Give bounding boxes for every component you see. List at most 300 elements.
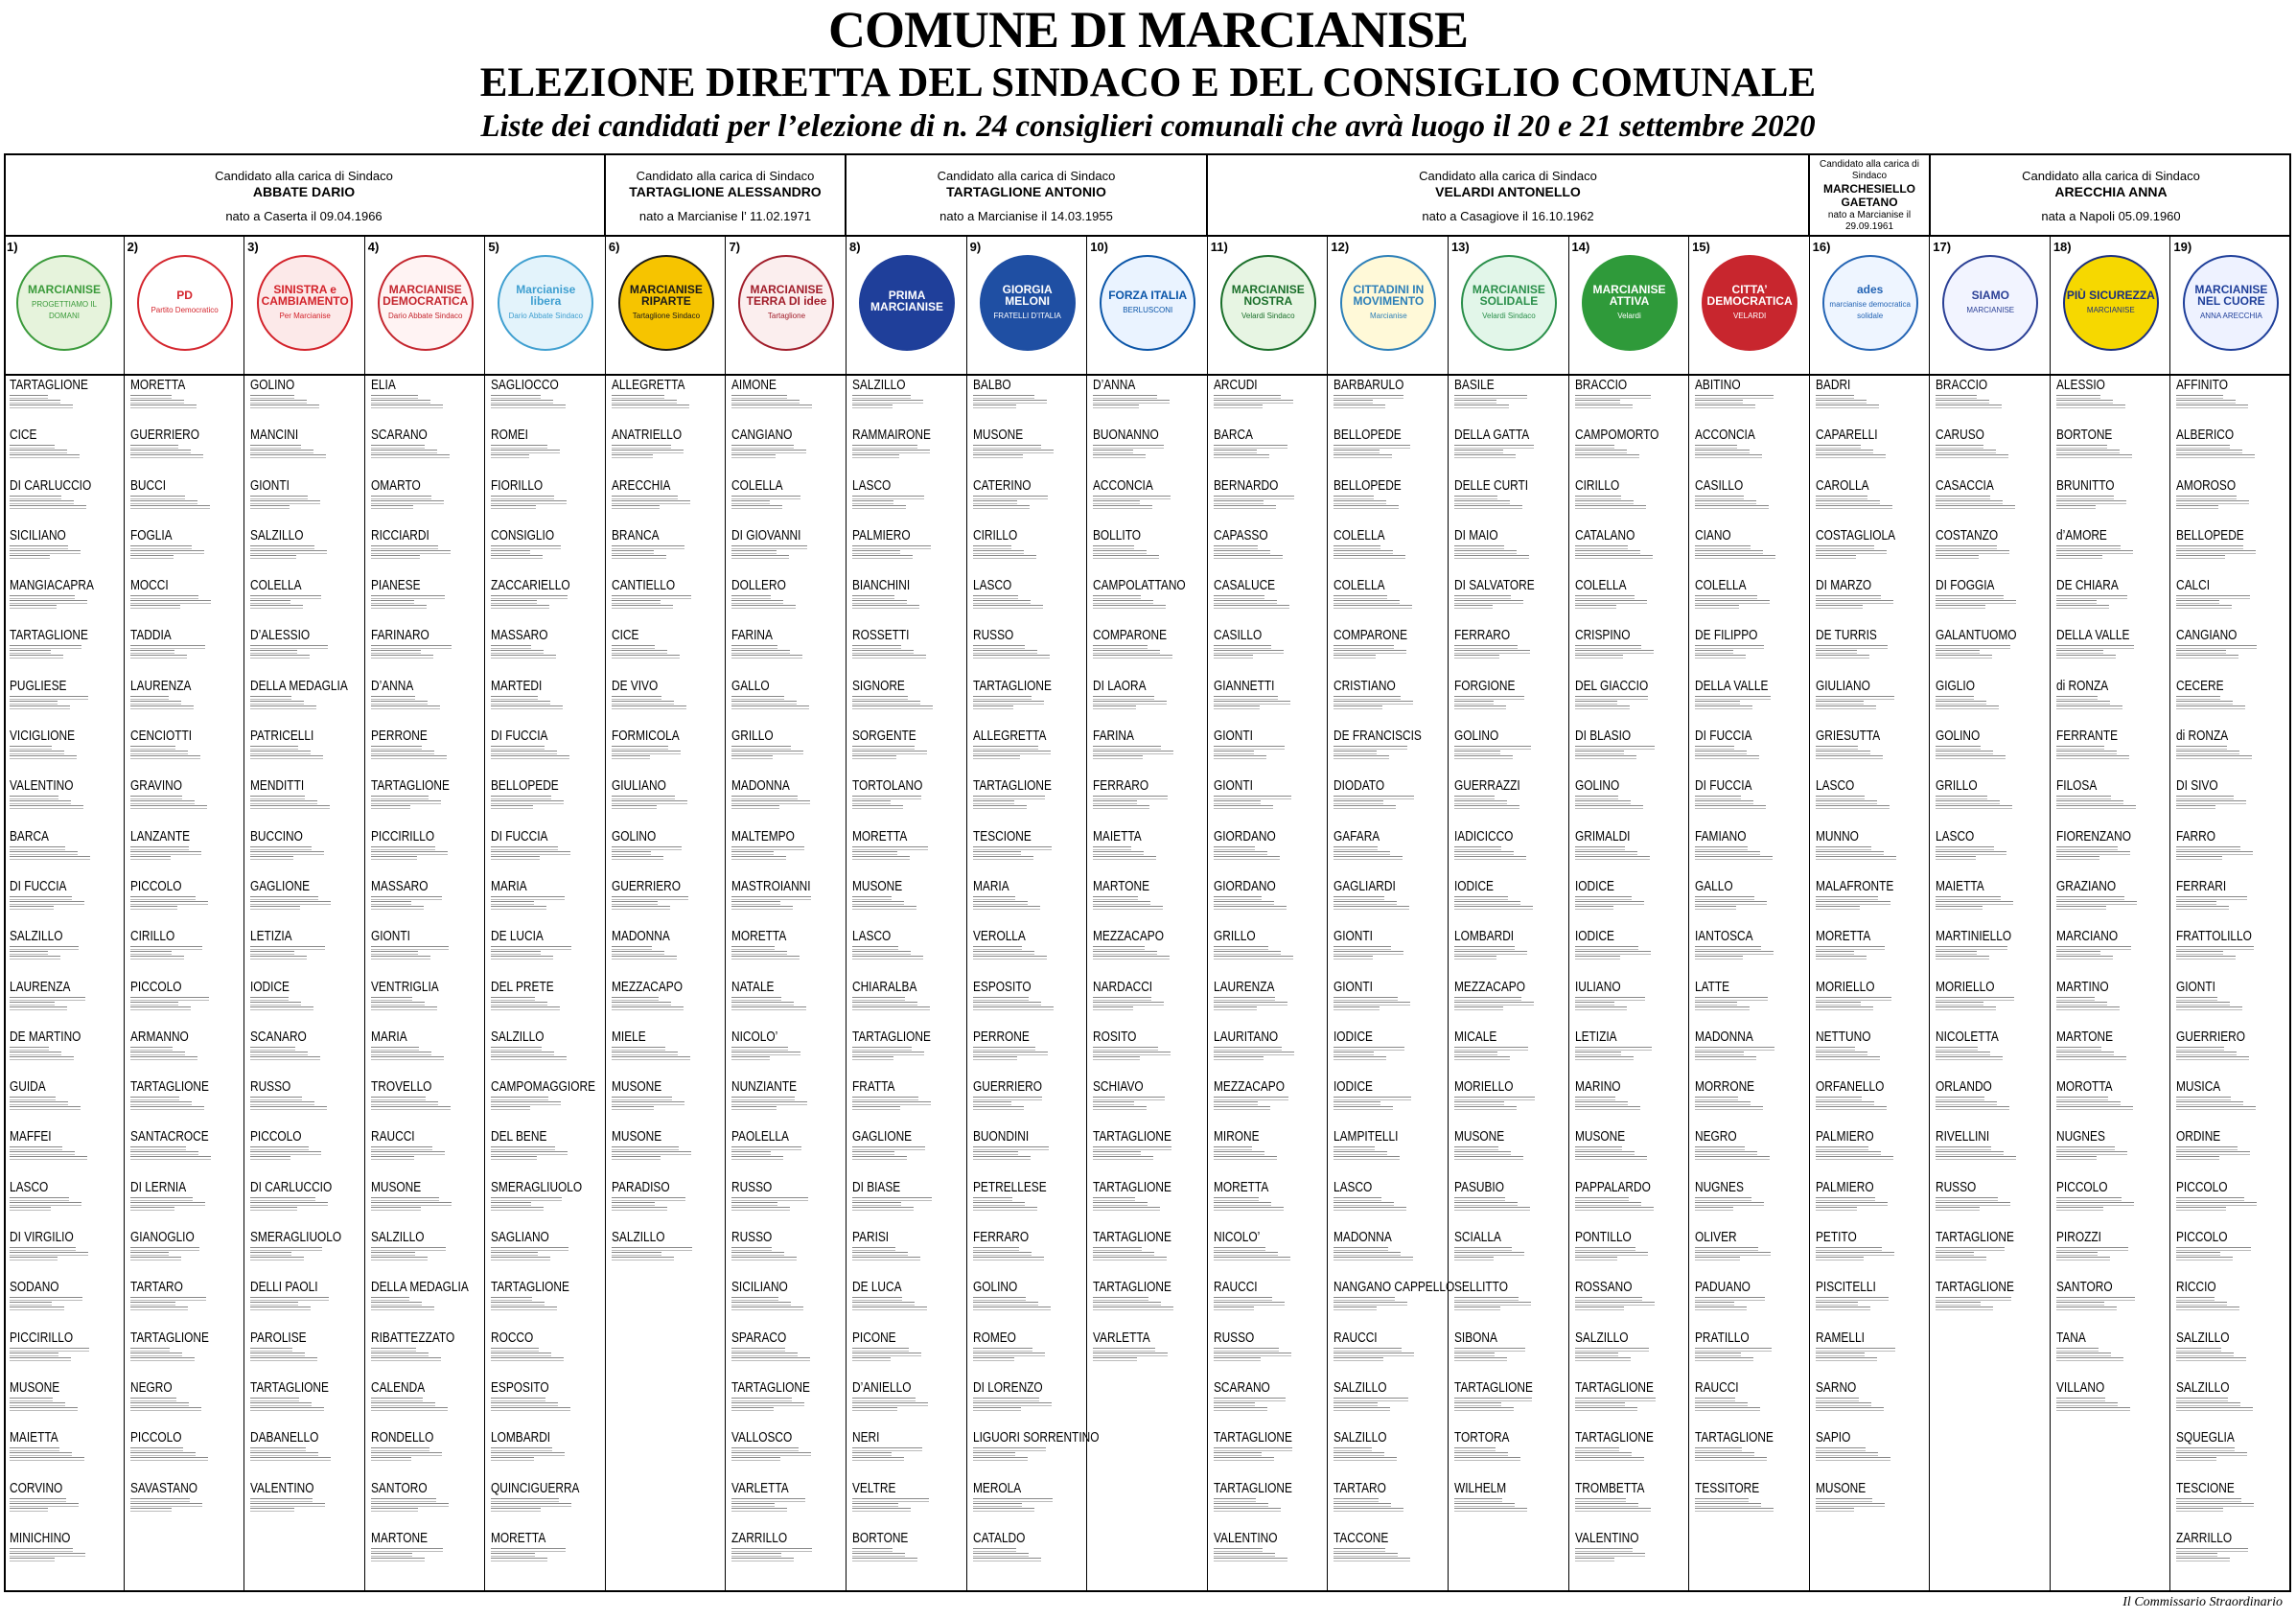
candidate-surname: BADRI: [1815, 378, 1851, 393]
candidate-detail-line: [1454, 1457, 1520, 1461]
candidate-detail-line: [2056, 956, 2113, 960]
candidate-surname: DI FUCCIA: [1695, 778, 1752, 795]
candidate-detail-line: [491, 1056, 567, 1060]
candidate-entry: [250, 980, 362, 1029]
candidate-detail-line: [1454, 454, 1516, 458]
candidate-entry: [973, 1230, 1085, 1280]
candidate-surname: MEZZACAPO: [1213, 1079, 1285, 1096]
candidate-detail-line: [852, 805, 903, 809]
candidate-entry: [1695, 428, 1807, 477]
logo-subtext: VELARDI: [1732, 312, 1767, 320]
candidate-detail-line: [1093, 851, 1144, 855]
candidate-detail-line: [852, 1353, 921, 1356]
candidate-detail-line: [491, 1151, 568, 1155]
candidate-detail-line: [491, 1498, 559, 1502]
candidate-entry: [250, 1129, 362, 1179]
candidate-detail-line: [491, 805, 533, 809]
candidate-entry: [491, 1029, 603, 1079]
candidate-surname: MORETTA: [1213, 1179, 1269, 1195]
candidate-surname: di RONZA: [2176, 729, 2229, 745]
candidate-detail-line: [1695, 450, 1750, 453]
candidate-detail-line: [1575, 846, 1625, 850]
candidate-detail-line: [852, 746, 915, 750]
candidate-detail-line: [130, 600, 211, 604]
candidate-surname: MORIELLO: [1815, 979, 1875, 995]
candidate-entry: [2176, 1430, 2289, 1480]
candidate-entry: [1936, 879, 2048, 929]
candidate-detail-line: [1214, 851, 1267, 855]
candidate-detail-line: [973, 805, 1027, 809]
candidate-detail-line: [250, 851, 324, 855]
candidate-detail-line: [1214, 1056, 1264, 1060]
candidate-detail-line: [612, 1002, 671, 1006]
candidate-detail-line: [1816, 450, 1873, 453]
candidate-surname: SELLITTO: [1453, 1280, 1508, 1296]
mayor-label: Candidato alla carica di Sindaco: [215, 169, 393, 183]
candidate-detail-line: [10, 946, 79, 950]
candidate-detail-line: [2176, 751, 2239, 754]
logo-subtext: Velardi Sindaco: [1482, 312, 1536, 320]
candidate-detail-line: [1093, 500, 1140, 504]
candidate-detail-line: [612, 1257, 674, 1261]
candidate-detail-line: [2176, 1002, 2230, 1006]
candidate-detail-line: [1816, 1307, 1870, 1310]
candidate-surname: GOLINO: [1936, 729, 1981, 745]
candidate-detail-line: [1575, 595, 1635, 599]
candidate-detail-line: [1695, 1097, 1738, 1100]
candidate-list: [371, 378, 483, 1581]
candidate-detail-line: [2176, 395, 2223, 399]
candidate-surname: GUIDA: [10, 1079, 46, 1096]
candidate-entry: [1816, 1129, 1928, 1179]
candidate-detail-line: [130, 696, 169, 700]
candidate-detail-line: [491, 1002, 547, 1006]
candidate-detail-line: [491, 1302, 545, 1306]
candidate-surname: GIORDANO: [1213, 828, 1276, 844]
candidate-detail-line: [1093, 1056, 1140, 1060]
candidate-detail-line: [1334, 1457, 1397, 1461]
candidate-detail-line: [973, 896, 1015, 900]
candidate-detail-line: [1936, 696, 1974, 700]
candidate-detail-line: [1575, 445, 1614, 449]
candidate-detail-line: [130, 705, 194, 709]
candidate-detail-line: [10, 1097, 56, 1100]
candidate-surname: VALENTINO: [1213, 1530, 1278, 1546]
candidate-surname: GOLINO: [611, 828, 657, 844]
candidate-detail-line: [371, 856, 417, 860]
candidate-entry: [1454, 1029, 1566, 1079]
candidate-detail-line: [2176, 1398, 2228, 1401]
candidate-surname: TESCIONE: [2176, 1480, 2236, 1496]
candidate-entry: [10, 628, 122, 678]
candidate-detail-line: [612, 555, 666, 559]
candidate-surname: RAUCCI: [1213, 1280, 1258, 1296]
candidate-detail-line: [731, 550, 777, 554]
candidate-detail-line: [731, 645, 777, 649]
candidate-surname: MUSONE: [972, 428, 1023, 444]
candidate-entry: [1093, 1330, 1205, 1380]
candidate-detail-line: [612, 1047, 665, 1051]
candidate-detail-line: [1454, 1398, 1532, 1401]
candidate-detail-line: [1816, 550, 1887, 554]
candidate-detail-line: [612, 1006, 684, 1010]
candidate-entry: [371, 1079, 483, 1129]
candidate-entry: [1334, 1280, 1455, 1330]
candidate-detail-line: [10, 454, 80, 458]
candidate-detail-line: [2056, 650, 2103, 654]
candidate-detail-line: [1093, 1101, 1134, 1105]
candidate-detail-line: [1093, 450, 1133, 453]
candidate-surname: GIONTI: [1334, 979, 1374, 995]
candidate-detail-line: [612, 1106, 654, 1110]
candidate-detail-line: [1454, 1247, 1512, 1251]
candidate-detail-line: [852, 645, 901, 649]
candidate-entry: [852, 478, 964, 528]
candidate-list: [1454, 378, 1566, 1581]
candidate-detail-line: [1695, 846, 1748, 850]
candidate-detail-line: [10, 1457, 84, 1461]
candidate-surname: RICCIO: [2176, 1280, 2217, 1296]
candidate-detail-line: [130, 1407, 201, 1411]
candidate-detail-line: [1575, 1498, 1626, 1502]
candidate-detail-line: [2056, 805, 2136, 809]
candidate-detail-line: [852, 1503, 898, 1507]
candidate-detail-line: [973, 1146, 1049, 1150]
candidate-detail-line: [130, 1056, 197, 1060]
candidate-detail-line: [250, 1348, 292, 1352]
candidate-entry: [130, 1029, 243, 1079]
candidate-detail-line: [10, 751, 64, 754]
candidate-entry: [491, 1180, 603, 1230]
candidate-surname: ALBERICO: [2176, 428, 2235, 444]
candidate-list: [2056, 378, 2168, 1581]
candidate-detail-line: [852, 550, 900, 554]
candidate-entry: [1816, 1380, 1928, 1430]
candidate-detail-line: [973, 1097, 1042, 1100]
candidate-surname: AMOROSO: [2176, 477, 2237, 494]
logo-subtext: Tartaglione: [767, 312, 806, 320]
candidate-detail-line: [491, 1503, 571, 1507]
candidate-surname: LASCO: [1334, 1179, 1373, 1195]
candidate-entry: [130, 679, 243, 729]
candidate-detail-line: [731, 1503, 775, 1507]
candidate-detail-line: [1093, 1097, 1165, 1100]
candidate-detail-line: [852, 1002, 917, 1006]
candidate-detail-line: [491, 796, 551, 799]
candidate-detail-line: [973, 1297, 1026, 1301]
candidate-surname: DEL PRETE: [491, 979, 554, 995]
candidate-detail-line: [1695, 951, 1774, 955]
candidate-surname: LAMPITELLI: [1334, 1129, 1399, 1145]
candidate-detail-line: [10, 595, 75, 599]
candidate-surname: TACCONE: [1334, 1530, 1389, 1546]
candidate-entry: [2176, 628, 2289, 678]
candidate-detail-line: [1334, 405, 1385, 408]
candidate-entry: [1936, 778, 2048, 828]
candidate-detail-line: [1575, 946, 1638, 950]
candidate-surname: SANTORO: [370, 1480, 428, 1496]
candidate-entry: [371, 478, 483, 528]
candidate-entry: [1575, 729, 1687, 778]
list-logo-icon: [1100, 255, 1195, 351]
candidate-surname: GIONTI: [1334, 929, 1374, 945]
candidate-detail-line: [1936, 1047, 1978, 1051]
candidate-detail-line: [130, 645, 205, 649]
candidate-detail-line: [2056, 1056, 2126, 1060]
candidate-entry: [973, 929, 1085, 979]
candidate-detail-line: [1816, 1156, 1893, 1160]
candidate-entry: [2176, 578, 2289, 628]
candidate-detail-line: [10, 896, 72, 900]
candidate-entry: [1334, 1380, 1446, 1430]
candidate-detail-line: [731, 1146, 801, 1150]
candidate-detail-line: [250, 1207, 297, 1211]
candidate-entry: [1214, 528, 1326, 578]
candidate-surname: LOMBARDI: [491, 1430, 551, 1446]
candidate-surname: TARTAGLIONE: [972, 778, 1052, 795]
candidate-detail-line: [1695, 1302, 1734, 1306]
candidate-detail-line: [1695, 1006, 1750, 1010]
candidate-detail-line: [612, 655, 680, 659]
candidate-detail-line: [852, 997, 905, 1001]
candidate-detail-line: [1214, 550, 1270, 554]
candidate-detail-line: [250, 1156, 290, 1160]
candidate-entry: [1214, 478, 1326, 528]
logo-text: MARCIANISE DEMOCRATICA: [383, 283, 469, 308]
candidate-detail-line: [1214, 1252, 1278, 1256]
candidate-entry: [731, 929, 844, 979]
candidate-detail-line: [250, 746, 298, 750]
candidate-entry: [1936, 428, 2048, 477]
candidate-detail-line: [1816, 1302, 1858, 1306]
candidate-detail-line: [1816, 1002, 1861, 1006]
candidate-detail-line: [1093, 796, 1168, 799]
candidate-detail-line: [1093, 505, 1152, 509]
candidate-surname: CIANO: [1695, 527, 1731, 544]
candidate-surname: PICONE: [852, 1330, 896, 1346]
candidate-detail-line: [130, 500, 197, 504]
candidate-detail-line: [371, 1553, 412, 1557]
candidate-surname: PICCOLO: [2176, 1230, 2228, 1246]
candidate-detail-line: [1454, 800, 1507, 804]
candidate-detail-line: [1695, 997, 1768, 1001]
candidate-detail-line: [731, 454, 776, 458]
candidate-detail-line: [973, 645, 1025, 649]
candidate-detail-line: [1695, 1402, 1748, 1406]
candidate-detail-line: [1695, 796, 1741, 799]
candidate-entry: [130, 528, 243, 578]
candidate-detail-line: [491, 746, 545, 750]
candidate-surname: MARTONE: [370, 1530, 428, 1546]
candidate-entry: [250, 378, 362, 428]
candidate-surname: DELLA MEDAGLIA: [370, 1280, 469, 1296]
candidate-entry: [2176, 929, 2289, 979]
candidate-entry: [491, 1330, 603, 1380]
logo-text: MARCIANISE NOSTRA: [1231, 283, 1305, 308]
candidate-surname: SARNO: [1815, 1379, 1856, 1396]
candidate-detail-line: [10, 655, 63, 659]
candidate-detail-line: [1093, 1302, 1161, 1306]
candidate-detail-line: [973, 956, 1047, 960]
candidate-detail-line: [130, 405, 197, 408]
candidate-detail-line: [852, 1548, 893, 1552]
candidate-surname: FORGIONE: [1453, 678, 1516, 694]
candidate-detail-line: [1334, 1553, 1398, 1557]
candidate-surname: SIBONA: [1453, 1330, 1497, 1346]
candidate-detail-line: [731, 1207, 790, 1211]
candidate-detail-line: [1575, 1407, 1637, 1411]
candidate-entry: [10, 478, 122, 528]
candidate-entry: [731, 729, 844, 778]
candidate-detail-line: [852, 796, 921, 799]
candidate-entry: [130, 1280, 243, 1330]
candidate-detail-line: [2056, 450, 2120, 453]
candidate-detail-line: [1334, 1302, 1407, 1306]
candidate-surname: CRISPINO: [1574, 628, 1630, 644]
candidate-entry: [130, 1079, 243, 1129]
candidate-detail-line: [1093, 545, 1134, 549]
candidate-detail-line: [1575, 400, 1620, 404]
candidate-detail-line: [612, 650, 667, 654]
candidate-detail-line: [973, 395, 1034, 399]
candidate-detail-line: [2176, 755, 2252, 759]
candidate-entry: [1936, 929, 2048, 979]
candidate-detail-line: [731, 1307, 803, 1310]
candidate-detail-line: [491, 605, 549, 609]
candidate-detail-line: [1093, 805, 1149, 809]
candidate-detail-line: [731, 1197, 808, 1201]
candidate-entry: [1575, 1481, 1687, 1531]
candidate-detail-line: [491, 705, 563, 709]
candidate-entry: [731, 829, 844, 879]
candidate-detail-line: [250, 500, 320, 504]
candidate-surname: MUSONE: [611, 1079, 662, 1096]
candidate-entry: [1454, 980, 1566, 1029]
candidate-detail-line: [1816, 1407, 1884, 1411]
candidate-detail-line: [1093, 1297, 1148, 1301]
candidate-surname: DELLA GATTA: [1453, 428, 1530, 444]
candidate-entry: [1936, 1531, 2048, 1581]
candidate-list: [1695, 378, 1807, 1581]
candidate-entry: [1936, 578, 2048, 628]
candidate-entry: [731, 679, 844, 729]
candidate-list: [10, 378, 122, 1581]
candidate-detail-line: [1936, 1252, 1974, 1256]
candidate-detail-line: [1575, 1447, 1619, 1451]
candidate-detail-line: [10, 1498, 66, 1502]
candidate-surname: MUSONE: [1815, 1480, 1866, 1496]
candidate-entry: [1936, 1180, 2048, 1230]
candidate-surname: GIANNETTI: [1213, 678, 1275, 694]
candidate-surname: FILOSA: [2055, 778, 2098, 795]
candidate-entry: [1334, 528, 1446, 578]
candidate-detail-line: [1093, 846, 1131, 850]
candidate-detail-line: [1334, 395, 1403, 399]
candidate-detail-line: [2056, 946, 2131, 950]
logo-text: MARCIANISE TERRA DI idee: [746, 283, 827, 308]
candidate-surname: MADONNA: [611, 929, 670, 945]
candidate-detail-line: [973, 1447, 1046, 1451]
candidate-detail-line: [2176, 800, 2246, 804]
candidate-entry: [491, 528, 603, 578]
candidate-detail-line: [612, 600, 661, 604]
candidate-surname: IODICE: [1453, 878, 1494, 894]
candidate-entry: [1816, 729, 1928, 778]
candidate-detail-line: [973, 555, 1036, 559]
list-logo-icon: [618, 255, 714, 351]
candidate-detail-line: [1575, 605, 1616, 609]
candidate-detail-line: [10, 1503, 79, 1507]
candidate-detail-line: [1214, 1151, 1264, 1155]
candidate-detail-line: [491, 856, 540, 860]
candidate-entry: [2056, 428, 2168, 477]
candidate-detail-line: [1214, 1106, 1270, 1110]
candidate-detail-line: [1214, 896, 1262, 900]
candidate-detail-line: [1695, 405, 1755, 408]
candidate-detail-line: [731, 1052, 800, 1055]
candidate-detail-line: [1575, 1056, 1634, 1060]
candidate-surname: DI SALVATORE: [1453, 578, 1535, 594]
candidate-entry: [1093, 528, 1205, 578]
candidate-detail-line: [130, 1052, 185, 1055]
candidate-detail-line: [1575, 1202, 1641, 1206]
candidate-surname: GUERRIERO: [129, 428, 199, 444]
mayor-birth: nato a Marcianise il 29.09.1961: [1827, 210, 1912, 232]
candidate-detail-line: [1575, 1398, 1656, 1401]
candidate-detail-line: [1093, 1252, 1154, 1256]
candidate-surname: BELLOPEDE: [1334, 428, 1403, 444]
candidate-detail-line: [371, 1302, 422, 1306]
candidate-detail-line: [1695, 1457, 1767, 1461]
candidate-surname: GIONTI: [250, 477, 290, 494]
candidate-detail-line: [852, 1407, 897, 1411]
list-logo-icon: [1461, 255, 1557, 351]
candidate-detail-line: [1454, 605, 1493, 609]
candidate-entry: [1936, 628, 2048, 678]
candidate-detail-line: [2056, 1146, 2115, 1150]
candidate-detail-line: [1454, 1101, 1504, 1105]
candidate-detail-line: [2056, 1052, 2114, 1055]
candidate-detail-line: [10, 1101, 68, 1105]
list-number: 1): [7, 240, 18, 254]
candidate-detail-line: [1334, 645, 1394, 649]
candidate-surname: BUONANNO: [1093, 428, 1159, 444]
candidate-entry: [2056, 1330, 2168, 1380]
candidate-detail-line: [1334, 805, 1396, 809]
candidate-entry: [1454, 578, 1566, 628]
candidate-entry: [10, 778, 122, 828]
mayor-header-marchesiello: [1810, 153, 1931, 236]
candidate-surname: ZACCARIELLO: [491, 578, 570, 594]
candidate-entry: [1214, 679, 1326, 729]
candidate-entry: [130, 1430, 243, 1480]
candidate-surname: PATRICELLI: [250, 729, 314, 745]
candidate-surname: GOLINO: [1574, 778, 1619, 795]
candidate-surname: FARINA: [1093, 729, 1135, 745]
list-number: 9): [969, 240, 982, 254]
candidate-detail-line: [1214, 605, 1289, 609]
candidate-detail-line: [852, 1252, 908, 1256]
candidate-entry: [10, 1079, 122, 1129]
candidate-entry: [1334, 478, 1446, 528]
candidate-entry: [250, 1330, 362, 1380]
candidate-detail-line: [2176, 1197, 2244, 1201]
candidate-detail-line: [1816, 1498, 1872, 1502]
candidate-detail-line: [1454, 655, 1499, 659]
candidate-entry: [1334, 778, 1446, 828]
candidate-detail-line: [852, 851, 897, 855]
candidate-surname: PETITO: [1815, 1230, 1857, 1246]
